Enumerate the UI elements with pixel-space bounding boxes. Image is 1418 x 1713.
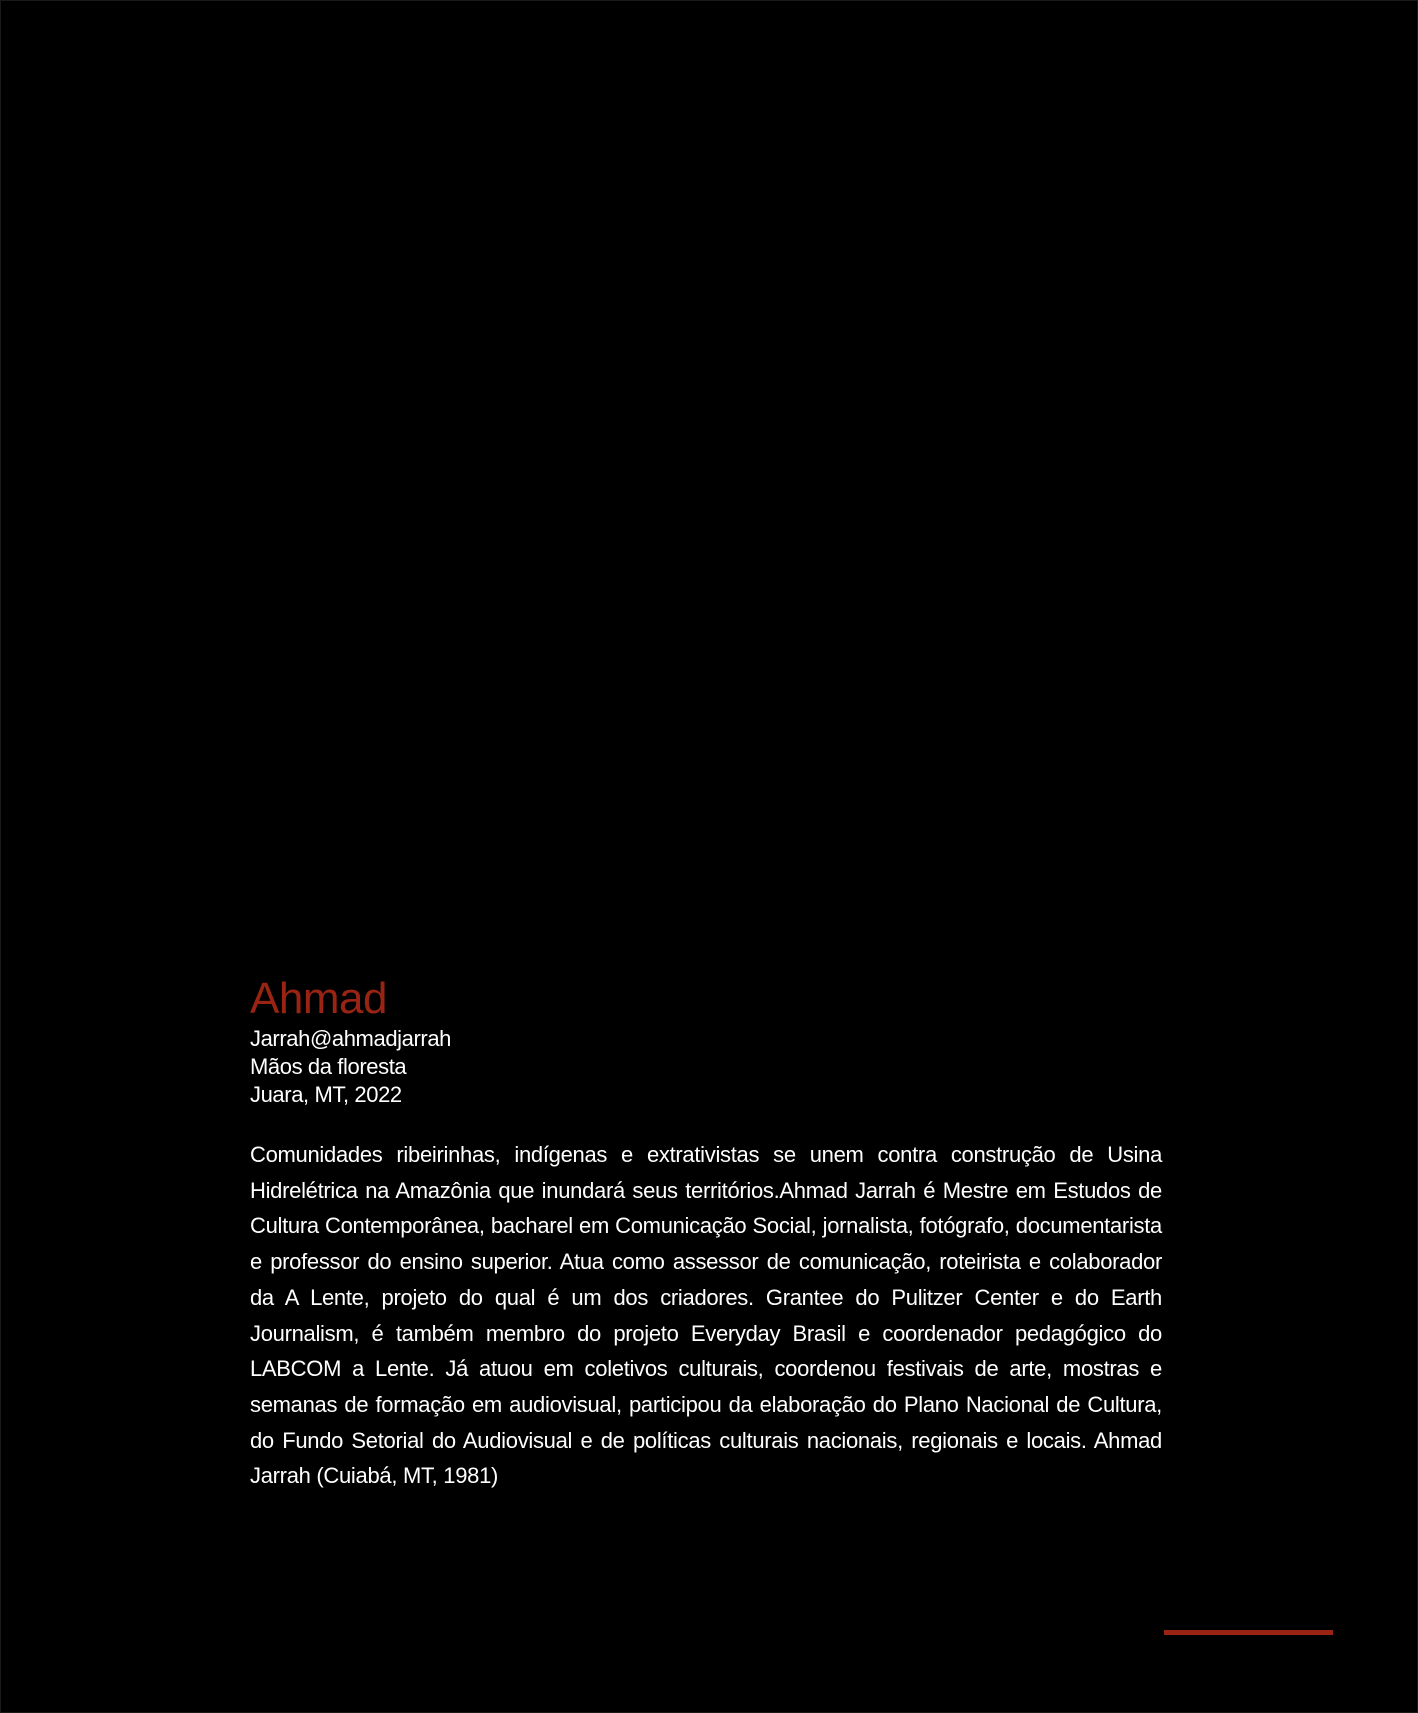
artist-name: Ahmad — [250, 974, 387, 1023]
work-title: Mãos da floresta — [250, 1054, 407, 1079]
artist-bio: Comunidades ribeirinhas, indígenas e extrativistas se unem contra construção de Usina Hidrelétrica na Amazônia que inundará seus territórios.Ahmad Jarrah é Mestre em Estudos de Cultura Contemporânea, bacharel em Comunicação Social, jornalista, fotógrafo, documentarista e professor do ensino superior. Atua como assessor de comunicação, roteirista e colaborador da A Lente, projeto do qual é um dos criadores. Grantee do Pulitzer Center e do Earth Journalism, é também membro do projeto Everyday Brasil e coordenador pedagógico do LABCOM a Lente. Já atuou em coletivos culturais, coordenou festivais de arte, mostras e semanas de formação em audiovisual, participou da elaboração do Plano Nacional de Cultura, do Fundo Setorial do Audiovisual e de políticas culturais nacionais, regionais e locais. Ahmad Jarrah (Cuiabá, MT, 1981) — [250, 1142, 1162, 1489]
accent-line — [1164, 1630, 1333, 1635]
artist-handle: Jarrah@ahmadjarrah — [250, 1026, 452, 1051]
location-year: Juara, MT, 2022 — [250, 1082, 402, 1107]
caption-block — [250, 975, 1162, 1516]
